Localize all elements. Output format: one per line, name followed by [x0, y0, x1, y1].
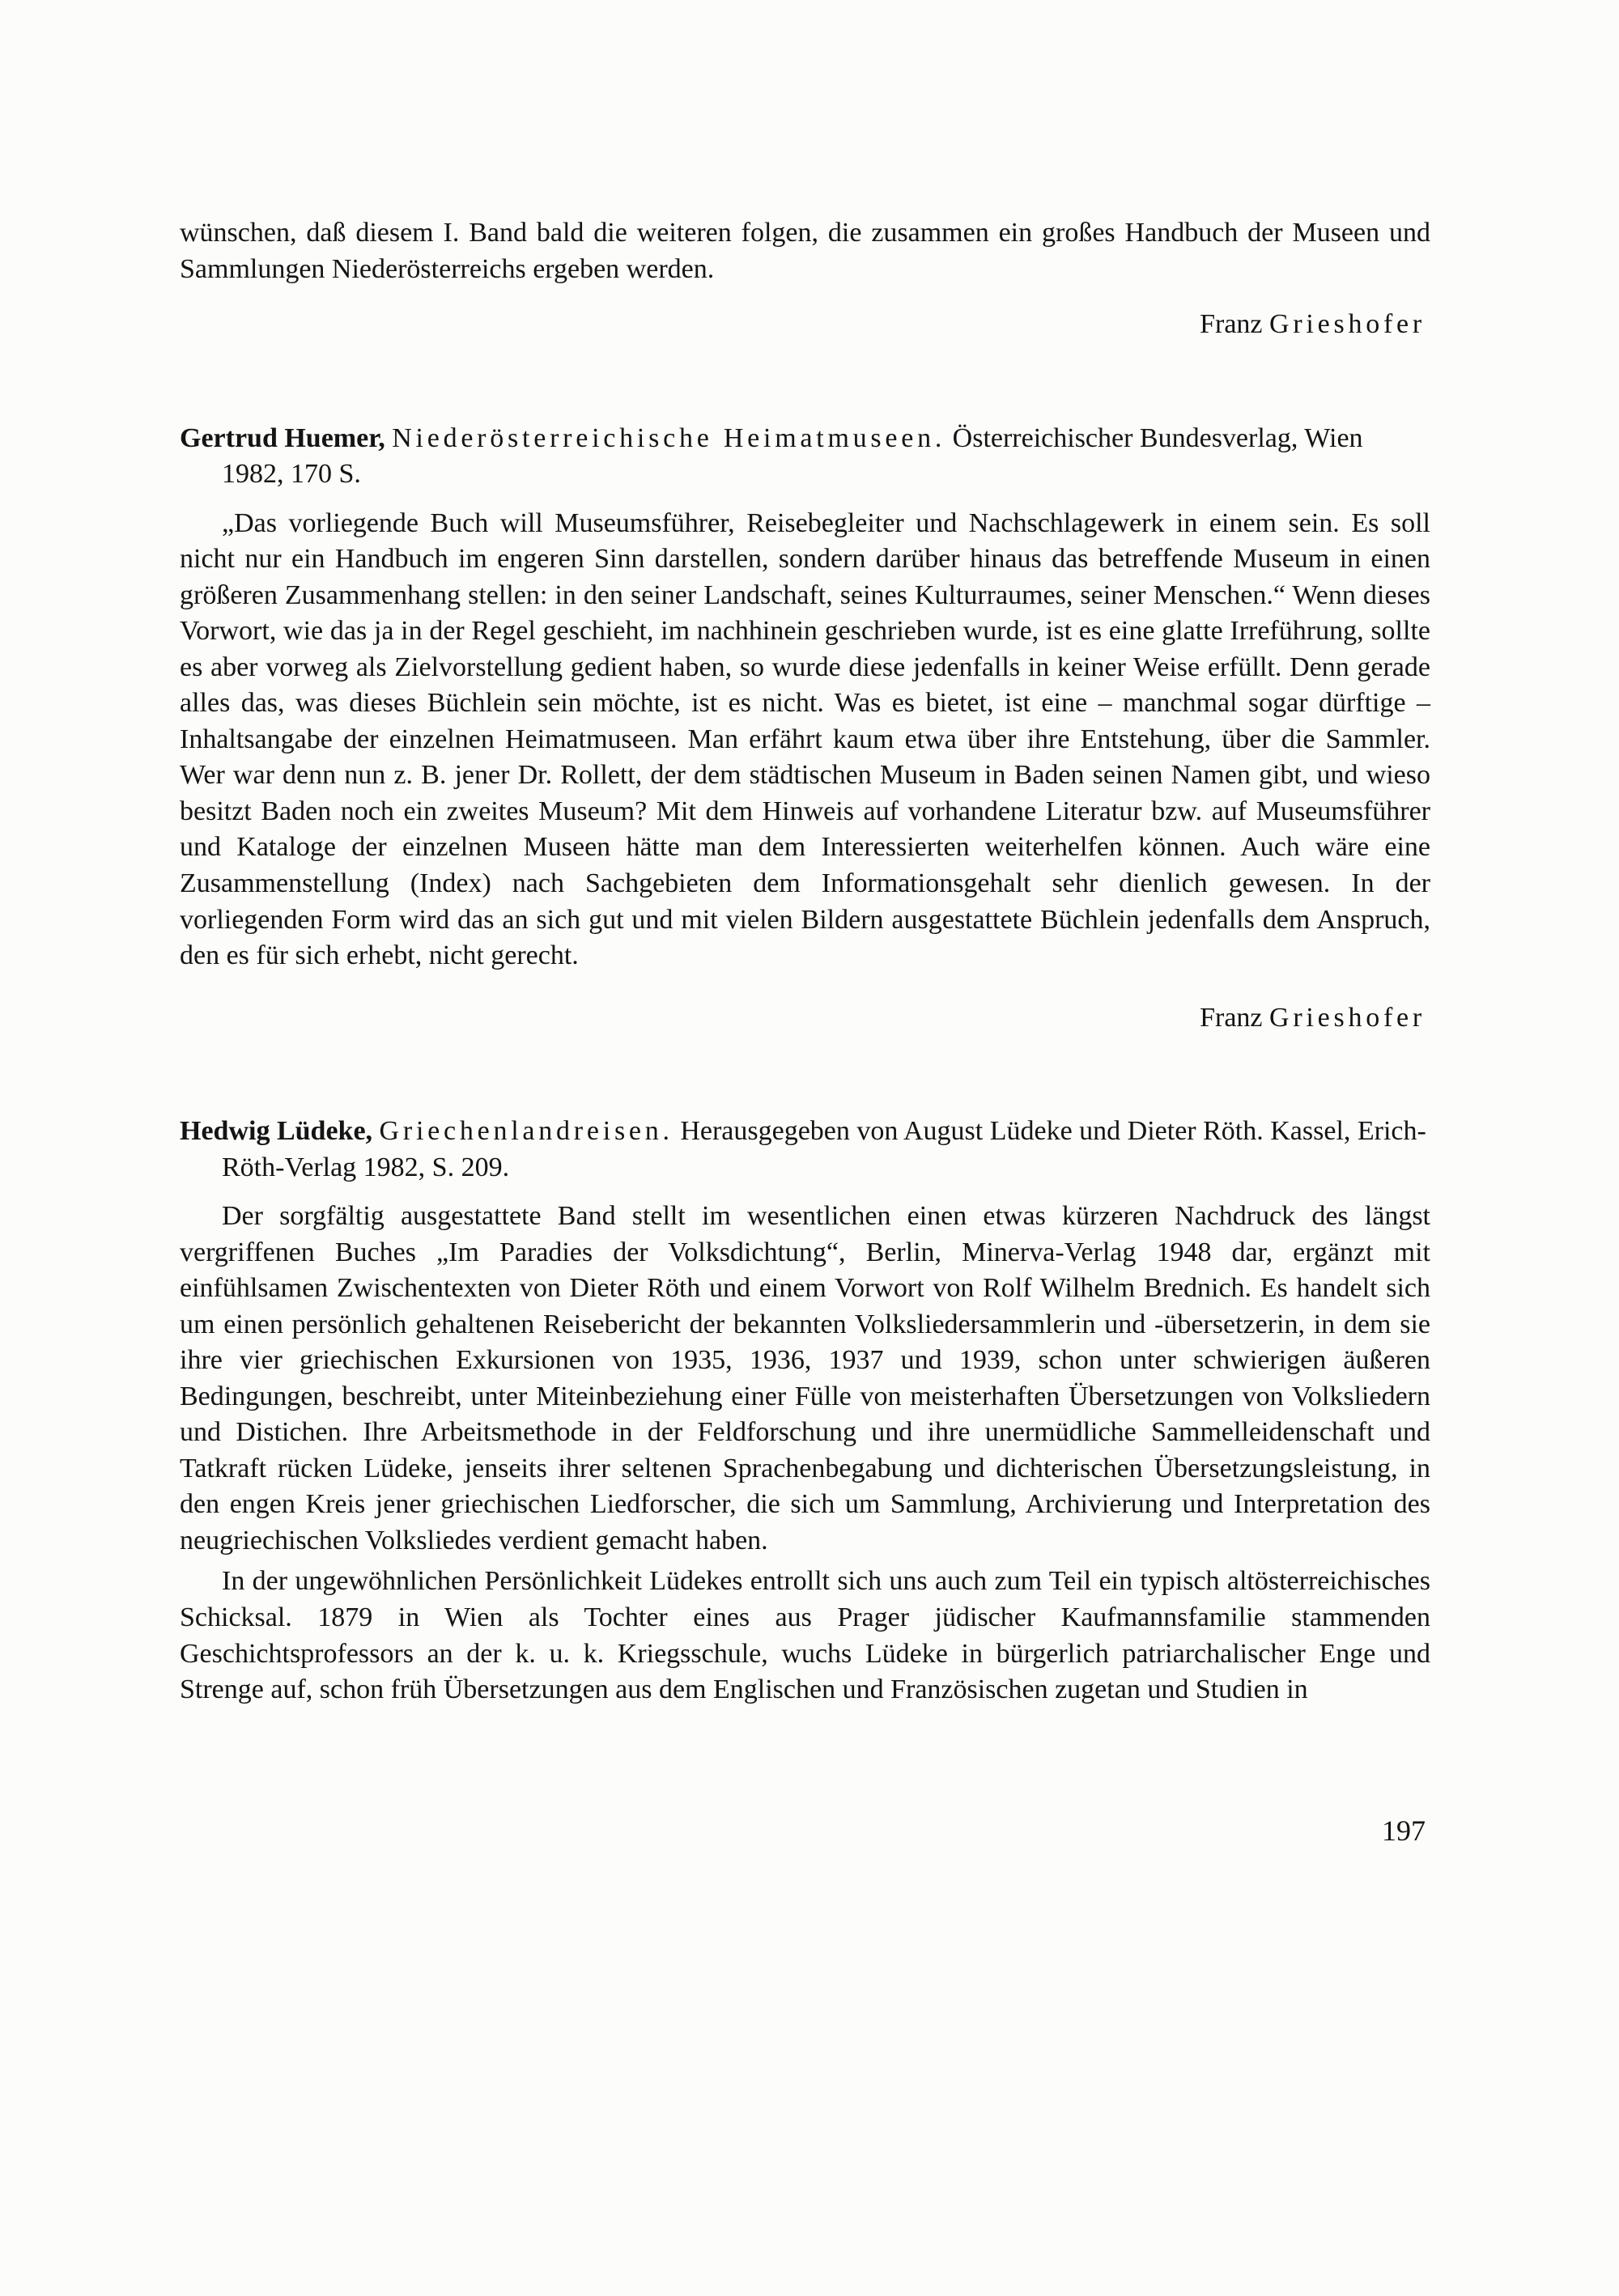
review-heading	[180, 1114, 1430, 1186]
review-author: Hedwig Lüdeke,	[180, 1116, 373, 1147]
review-heading	[180, 421, 1430, 493]
review-entry-luedeke	[180, 1114, 1430, 1708]
review-title: Niederösterreichische Heimatmuseen.	[392, 422, 946, 453]
review-title: Griechenlandreisen.	[379, 1116, 674, 1147]
review-entry-huemer	[180, 421, 1430, 1037]
signature-first-name: Franz	[1200, 1002, 1263, 1033]
intro-paragraph: wünschen, daß diesem I. Band bald die weiteren folgen, die zusammen ein großes Handbuch der Museen und Sammlungen Niederösterreichs ergeben werden.	[180, 218, 1430, 284]
signature-last-name: Grieshofer	[1269, 1002, 1426, 1033]
review-publisher: Österreichischer Bundesverlag, Wien 1982, 170 S.	[222, 422, 1363, 490]
review-paragraph: In der ungewöhnlichen Persönlichkeit Lüdekes entrollt sich uns auch zum Teil ein typisch altösterreichisches Schicksal. 1879 in Wien als Tochter eines aus Prager jüdischer Kaufmannsfamilie stammenden Geschichtsprofessors an der k. u. k. Kriegsschule, wuchs Lüdeke in bürgerlich patriarchalischer Enge und Strenge auf, schon früh Übersetzungen aus dem Englischen und Französischen zugetan und Studien in	[180, 1566, 1430, 1705]
text-block	[180, 215, 1430, 1850]
review-paragraph: Der sorgfältig ausgestattete Band stellt im wesentlichen einen etwas kürzeren Nachdruck des längst vergriffenen Buches „Im Paradies der Volksdichtung“, Berlin, Minerva-Verlag 1948 dar, ergänzt mit einfühlsamen Zwischentexten von Dieter Röth und einem Vorwort von Rolf Wilhelm Brednich. Es handelt sich um einen persönlich gehaltenen Reisebericht der bekannten Volksliedersammlerin und -übersetzerin, in dem sie ihre vier griechischen Exkursionen von 1935, 1936, 1937 und 1939, schon unter schwierigen äußeren Bedingungen, beschreibt, unter Miteinbeziehung einer Fülle von meisterhaften Übersetzungen von Volksliedern und Distichen. Ihre Arbeitsmethode in der Feldforschung und ihre unermüdliche Sammelleidenschaft und Tatkraft rücken Lüdeke, jenseits ihrer seltenen Sprachenbegabung und dichterischen Übersetzungsleistung, in den engen Kreis jener griechischen Liedforscher, die sich um Sammlung, Archivierung und Interpretation des neugriechischen Volksliedes verdient gemacht haben.	[180, 1201, 1430, 1555]
page-number: 197	[1382, 1814, 1426, 1847]
review-paragraph: „Das vorliegende Buch will Museumsführer, Reisebegleiter und Nachschlagewerk in einem sein. Es soll nicht nur ein Handbuch im engeren Sinn darstellen, sondern darüber hinaus das betreffende Museum in einen größeren Zusammenhang stellen: in den seiner Landschaft, seines Kulturraumes, seiner Menschen.“ Wenn dieses Vorwort, wie das ja in der Regel geschieht, im nachhinein geschrieben wurde, ist es eine glatte Irreführung, sollte es aber vorweg als Zielvorstellung gedient haben, so wurde diese jedenfalls in keiner Weise erfüllt. Denn gerade alles das, was dieses Büchlein sein möchte, ist es nicht. Was es bietet, ist eine – manchmal sogar dürftige – Inhaltsangabe der einzelnen Heimatmuseen. Man erfährt kaum etwa über ihre Entstehung, über die Sammler. Wer war denn nun z. B. jener Dr. Rollett, der dem städtischen Museum in Baden seinen Namen gibt, und wieso besitzt Baden noch ein zweites Museum? Mit dem Hinweis auf vorhandene Literatur bzw. auf Museumsführer und Kataloge der einzelnen Museen hätte man dem Interessierten weiterhelfen können. Auch wäre eine Zusammenstellung (Index) nach Sachgebieten dem Informationsgehalt sehr dienlich gewesen. In der vorliegenden Form wird das an sich gut und mit vielen Bildern ausgestattete Büchlein jedenfalls dem Anspruch, den es für sich erhebt, nicht gerecht.	[180, 507, 1430, 971]
signature-first-name: Franz	[1200, 309, 1263, 340]
review-author: Gertrud Huemer,	[180, 422, 385, 453]
signature-last-name: Grieshofer	[1269, 309, 1426, 340]
review-publisher: Herausgegeben von August Lüdeke und Dieter Röth. Kassel, Erich- Röth-Verlag 1982, S. 209.	[222, 1116, 1426, 1182]
signature-line	[180, 307, 1430, 343]
signature-line	[180, 1000, 1430, 1037]
